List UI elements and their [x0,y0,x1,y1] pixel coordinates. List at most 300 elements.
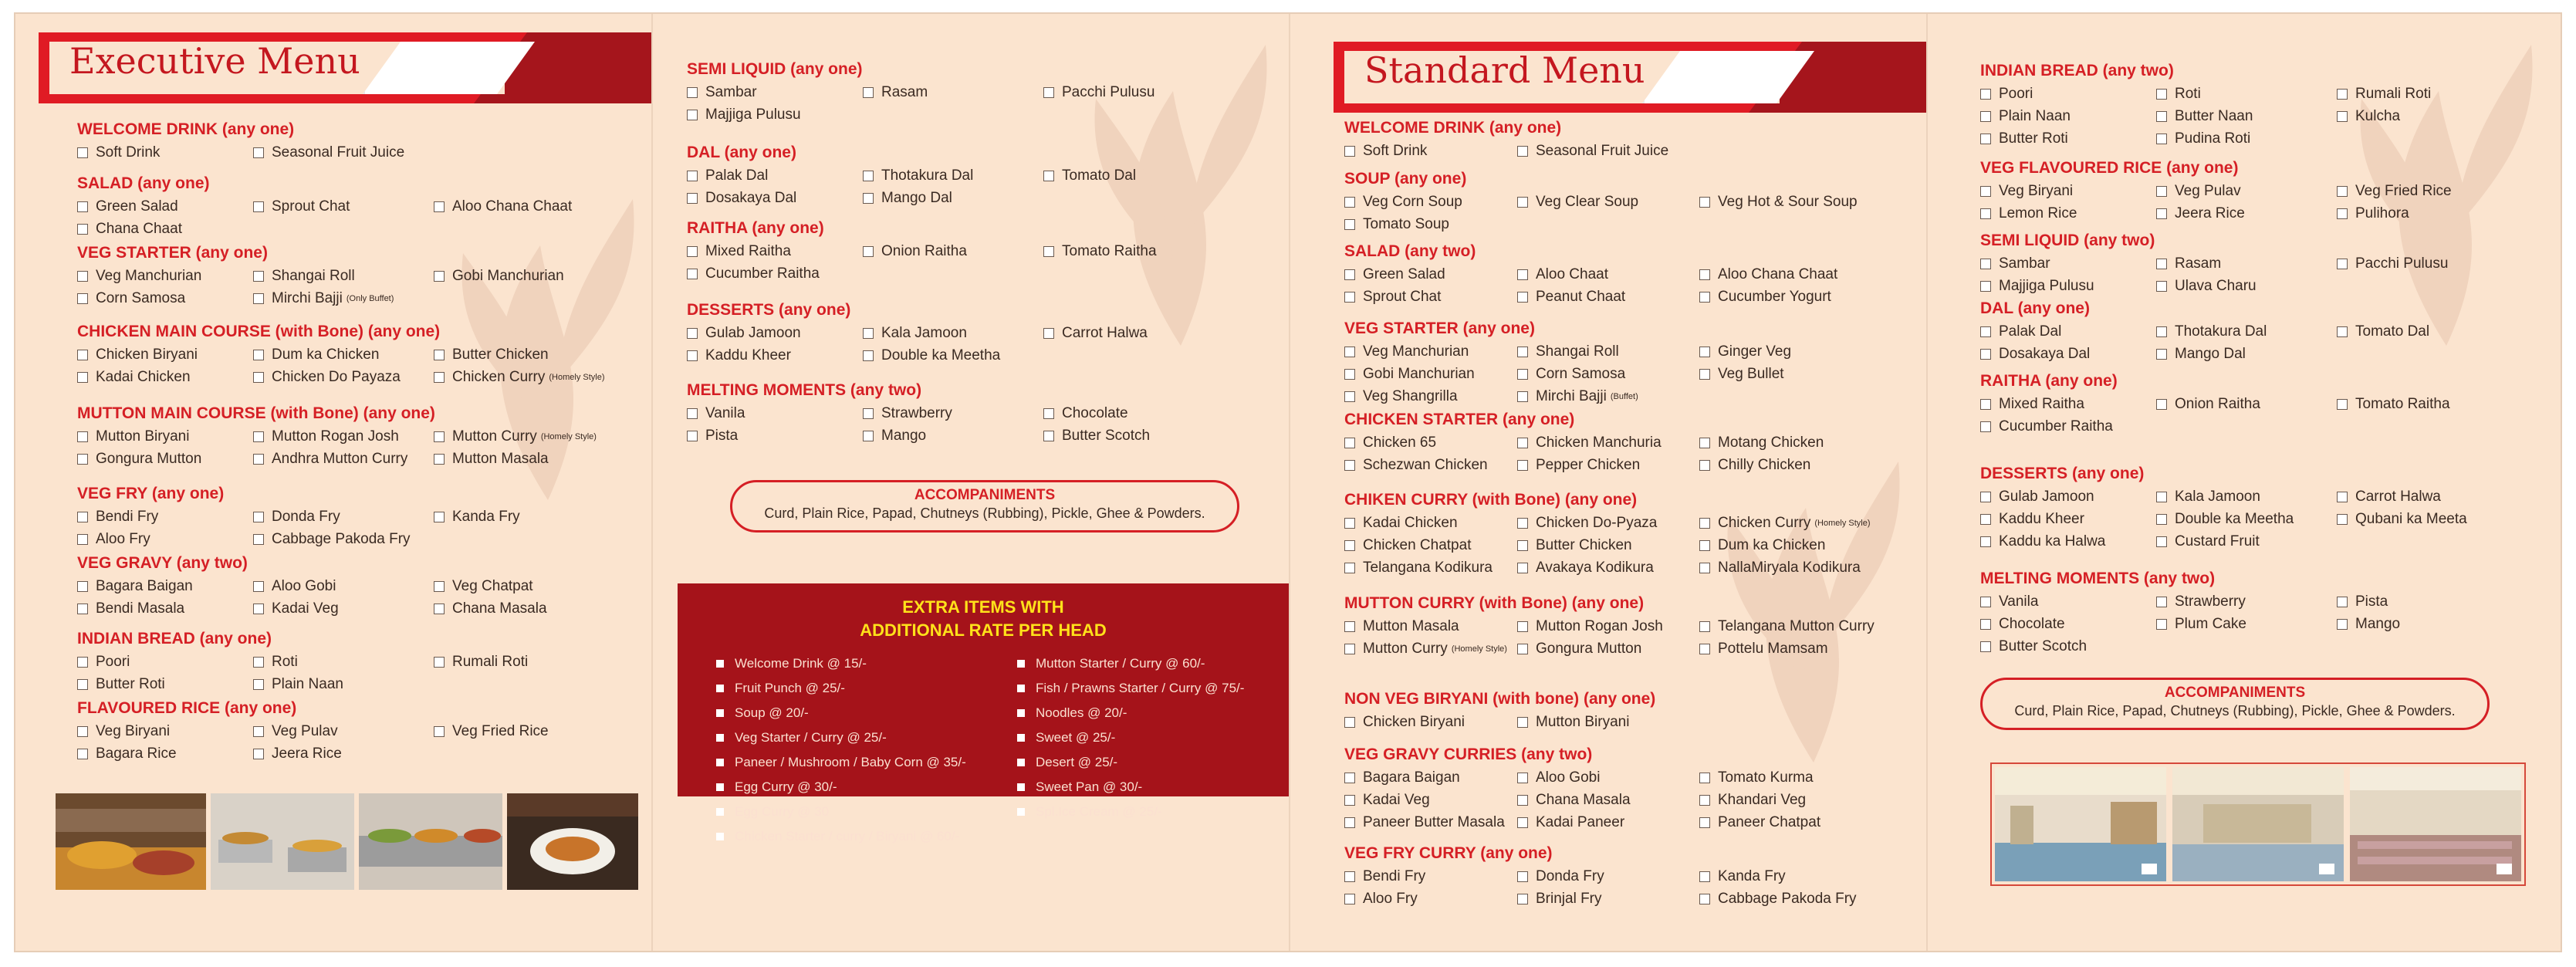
menu-item[interactable] [1980,591,2156,612]
menu-item[interactable] [687,323,863,343]
menu-item[interactable] [77,344,253,365]
checkbox-icon[interactable] [1517,621,1528,632]
checkbox-icon[interactable] [1699,817,1710,828]
menu-item[interactable] [687,403,863,424]
menu-item[interactable] [1043,165,1244,186]
checkbox-icon[interactable] [77,201,88,212]
checkbox-icon[interactable] [2156,597,2167,607]
menu-item[interactable] [1344,455,1517,475]
menu-item[interactable] [77,288,253,309]
checkbox-icon[interactable] [1344,518,1355,529]
checkbox-icon[interactable] [863,193,874,204]
menu-item[interactable] [434,426,634,447]
menu-item[interactable] [253,367,434,387]
menu-item[interactable] [2156,203,2337,224]
checkbox-icon[interactable] [77,224,88,235]
menu-item[interactable] [1699,363,1900,384]
checkbox-icon[interactable] [687,408,698,419]
checkbox-icon[interactable] [1344,219,1355,230]
menu-item[interactable] [1980,128,2156,149]
menu-item[interactable] [2156,509,2337,529]
menu-item[interactable] [1344,866,1517,887]
menu-item[interactable] [2337,486,2537,507]
checkbox-icon[interactable] [1344,438,1355,448]
menu-item[interactable] [253,598,434,619]
checkbox-icon[interactable] [1344,146,1355,157]
menu-item[interactable] [2337,181,2537,201]
checkbox-icon[interactable] [687,350,698,361]
menu-item[interactable] [1344,191,1517,212]
menu-item[interactable] [863,241,1043,262]
checkbox-icon[interactable] [253,657,264,668]
menu-item[interactable] [1517,712,1699,732]
checkbox-icon[interactable] [1344,540,1355,551]
menu-item[interactable] [2156,83,2337,104]
menu-item[interactable] [1043,323,1244,343]
menu-item[interactable] [863,425,1043,446]
menu-item[interactable] [1980,106,2156,127]
menu-item[interactable] [1980,509,2156,529]
checkbox-icon[interactable] [77,350,88,360]
checkbox-icon[interactable] [863,328,874,339]
menu-item[interactable] [434,651,634,672]
checkbox-icon[interactable] [77,726,88,737]
menu-item[interactable] [1517,789,1699,810]
checkbox-icon[interactable] [253,293,264,304]
checkbox-icon[interactable] [77,147,88,158]
menu-item[interactable] [1344,341,1517,362]
menu-item[interactable] [1980,203,2156,224]
checkbox-icon[interactable] [863,408,874,419]
checkbox-icon[interactable] [434,657,445,668]
menu-item[interactable] [1517,888,1699,909]
menu-item[interactable] [1344,712,1517,732]
checkbox-icon[interactable] [1517,391,1528,402]
checkbox-icon[interactable] [2156,619,2167,630]
checkbox-icon[interactable] [1517,292,1528,303]
checkbox-icon[interactable] [1344,621,1355,632]
menu-item[interactable] [77,743,253,764]
checkbox-icon[interactable] [2337,89,2348,100]
menu-item[interactable] [1980,253,2156,274]
checkbox-icon[interactable] [1344,369,1355,380]
checkbox-icon[interactable] [434,271,445,282]
menu-item[interactable] [253,721,434,742]
checkbox-icon[interactable] [1517,269,1528,280]
menu-item[interactable] [1980,636,2156,657]
menu-item[interactable] [1344,140,1517,161]
menu-item[interactable] [1344,789,1517,810]
menu-item[interactable] [434,448,634,469]
checkbox-icon[interactable] [1344,391,1355,402]
menu-item[interactable] [2337,106,2537,127]
menu-item[interactable] [253,651,434,672]
checkbox-icon[interactable] [1980,134,1991,144]
menu-item[interactable] [1344,557,1517,578]
checkbox-icon[interactable] [2156,134,2167,144]
checkbox-icon[interactable] [1980,259,1991,269]
checkbox-icon[interactable] [2156,208,2167,219]
menu-item[interactable] [434,576,634,597]
checkbox-icon[interactable] [253,679,264,690]
checkbox-icon[interactable] [1517,347,1528,357]
checkbox-icon[interactable] [77,657,88,668]
checkbox-icon[interactable] [2337,619,2348,630]
menu-item[interactable] [2156,531,2337,552]
checkbox-icon[interactable] [2156,536,2167,547]
checkbox-icon[interactable] [1980,89,1991,100]
checkbox-icon[interactable] [687,87,698,98]
menu-item[interactable] [1517,866,1699,887]
checkbox-icon[interactable] [2156,349,2167,360]
menu-item[interactable] [2156,591,2337,612]
menu-item[interactable] [687,241,863,262]
checkbox-icon[interactable] [1344,347,1355,357]
menu-item[interactable] [1517,557,1699,578]
menu-item[interactable] [1980,394,2156,414]
checkbox-icon[interactable] [1699,347,1710,357]
menu-item[interactable] [1699,455,1900,475]
menu-item[interactable] [1699,264,1900,285]
checkbox-icon[interactable] [1517,197,1528,208]
menu-item[interactable] [1699,512,1900,533]
menu-item[interactable] [253,142,434,163]
menu-item[interactable] [253,743,434,764]
menu-item[interactable] [1699,286,1900,307]
checkbox-icon[interactable] [1344,871,1355,882]
menu-item[interactable] [1043,425,1244,446]
menu-item[interactable] [687,263,863,284]
menu-item[interactable] [1980,83,2156,104]
checkbox-icon[interactable] [253,147,264,158]
menu-item[interactable] [434,367,634,387]
menu-item[interactable] [434,721,634,742]
checkbox-icon[interactable] [253,271,264,282]
checkbox-icon[interactable] [1699,269,1710,280]
checkbox-icon[interactable] [77,534,88,545]
menu-item[interactable] [1344,432,1517,453]
checkbox-icon[interactable] [77,293,88,304]
menu-item[interactable] [863,323,1043,343]
checkbox-icon[interactable] [77,454,88,465]
checkbox-icon[interactable] [1980,281,1991,292]
menu-item[interactable] [77,506,253,527]
menu-item[interactable] [687,165,863,186]
checkbox-icon[interactable] [434,372,445,383]
checkbox-icon[interactable] [2337,399,2348,410]
menu-item[interactable] [1517,341,1699,362]
checkbox-icon[interactable] [1517,460,1528,471]
menu-item[interactable] [1699,432,1900,453]
checkbox-icon[interactable] [1980,349,1991,360]
checkbox-icon[interactable] [1980,514,1991,525]
menu-item[interactable] [2156,394,2337,414]
menu-item[interactable] [77,448,253,469]
checkbox-icon[interactable] [1980,597,1991,607]
menu-item[interactable] [1699,557,1900,578]
checkbox-icon[interactable] [1699,369,1710,380]
checkbox-icon[interactable] [434,604,445,614]
checkbox-icon[interactable] [253,512,264,522]
menu-item[interactable] [77,218,253,239]
checkbox-icon[interactable] [863,431,874,441]
menu-item[interactable] [1699,191,1900,212]
checkbox-icon[interactable] [253,372,264,383]
menu-item[interactable] [77,367,253,387]
checkbox-icon[interactable] [77,604,88,614]
checkbox-icon[interactable] [1699,644,1710,654]
menu-item[interactable] [863,82,1043,103]
menu-item[interactable] [77,426,253,447]
checkbox-icon[interactable] [253,201,264,212]
menu-item[interactable] [2156,181,2337,201]
checkbox-icon[interactable] [253,431,264,442]
checkbox-icon[interactable] [253,350,264,360]
menu-item[interactable] [1517,767,1699,788]
menu-item[interactable] [1980,531,2156,552]
menu-item[interactable] [863,188,1043,208]
menu-item[interactable] [863,403,1043,424]
checkbox-icon[interactable] [253,454,264,465]
checkbox-icon[interactable] [2337,259,2348,269]
menu-item[interactable] [1344,767,1517,788]
checkbox-icon[interactable] [1344,269,1355,280]
menu-item[interactable] [77,142,253,163]
checkbox-icon[interactable] [687,269,698,279]
menu-item[interactable] [1517,140,1699,161]
menu-item[interactable] [253,529,434,549]
menu-item[interactable] [863,345,1043,366]
menu-item[interactable] [1699,638,1900,659]
checkbox-icon[interactable] [687,246,698,257]
checkbox-icon[interactable] [77,431,88,442]
checkbox-icon[interactable] [1980,492,1991,502]
checkbox-icon[interactable] [434,581,445,592]
checkbox-icon[interactable] [2156,186,2167,197]
checkbox-icon[interactable] [253,604,264,614]
checkbox-icon[interactable] [1344,563,1355,573]
checkbox-icon[interactable] [1699,894,1710,904]
menu-item[interactable] [1517,512,1699,533]
checkbox-icon[interactable] [863,246,874,257]
checkbox-icon[interactable] [1517,146,1528,157]
menu-item[interactable] [1517,432,1699,453]
menu-item[interactable] [1699,767,1900,788]
checkbox-icon[interactable] [1517,644,1528,654]
menu-item[interactable] [77,674,253,695]
menu-item[interactable] [1344,812,1517,833]
checkbox-icon[interactable] [863,171,874,181]
checkbox-icon[interactable] [1699,292,1710,303]
menu-item[interactable] [2337,394,2537,414]
menu-item[interactable] [1344,512,1517,533]
checkbox-icon[interactable] [1517,795,1528,806]
checkbox-icon[interactable] [1043,171,1054,181]
checkbox-icon[interactable] [2337,492,2348,502]
checkbox-icon[interactable] [253,726,264,737]
menu-item[interactable] [434,196,634,217]
menu-item[interactable] [687,425,863,446]
checkbox-icon[interactable] [77,271,88,282]
checkbox-icon[interactable] [1043,87,1054,98]
checkbox-icon[interactable] [2156,514,2167,525]
checkbox-icon[interactable] [1517,438,1528,448]
checkbox-icon[interactable] [2156,326,2167,337]
menu-item[interactable] [1980,343,2156,364]
checkbox-icon[interactable] [1699,460,1710,471]
menu-item[interactable] [1699,535,1900,556]
menu-item[interactable] [1699,888,1900,909]
checkbox-icon[interactable] [1980,619,1991,630]
checkbox-icon[interactable] [1043,408,1054,419]
checkbox-icon[interactable] [1344,644,1355,654]
menu-item[interactable] [2337,591,2537,612]
checkbox-icon[interactable] [1517,717,1528,728]
menu-item[interactable] [1699,812,1900,833]
menu-item[interactable] [863,165,1043,186]
menu-item[interactable] [687,104,863,125]
menu-item[interactable] [2156,343,2337,364]
checkbox-icon[interactable] [2156,111,2167,122]
menu-item[interactable] [2156,253,2337,274]
checkbox-icon[interactable] [1699,518,1710,529]
checkbox-icon[interactable] [253,581,264,592]
checkbox-icon[interactable] [1344,795,1355,806]
checkbox-icon[interactable] [1517,773,1528,783]
menu-item[interactable] [1517,638,1699,659]
menu-item[interactable] [434,265,634,286]
menu-item[interactable] [1043,241,1244,262]
menu-item[interactable] [1344,264,1517,285]
checkbox-icon[interactable] [2156,89,2167,100]
menu-item[interactable] [253,576,434,597]
checkbox-icon[interactable] [2337,111,2348,122]
checkbox-icon[interactable] [687,328,698,339]
checkbox-icon[interactable] [1699,773,1710,783]
menu-item[interactable] [1043,403,1244,424]
menu-item[interactable] [1699,341,1900,362]
menu-item[interactable] [77,598,253,619]
checkbox-icon[interactable] [1043,328,1054,339]
checkbox-icon[interactable] [2337,208,2348,219]
menu-item[interactable] [434,344,634,365]
checkbox-icon[interactable] [2337,597,2348,607]
checkbox-icon[interactable] [1344,717,1355,728]
menu-item[interactable] [1517,286,1699,307]
checkbox-icon[interactable] [863,87,874,98]
checkbox-icon[interactable] [1699,621,1710,632]
menu-item[interactable] [1517,191,1699,212]
menu-item[interactable] [1980,416,2156,437]
menu-item[interactable] [1043,82,1244,103]
checkbox-icon[interactable] [1344,197,1355,208]
checkbox-icon[interactable] [1344,894,1355,904]
checkbox-icon[interactable] [1699,197,1710,208]
menu-item[interactable] [2156,276,2337,296]
checkbox-icon[interactable] [434,726,445,737]
checkbox-icon[interactable] [1517,894,1528,904]
checkbox-icon[interactable] [434,350,445,360]
menu-item[interactable] [687,345,863,366]
menu-item[interactable] [1980,486,2156,507]
menu-item[interactable] [1344,214,1517,235]
checkbox-icon[interactable] [1980,399,1991,410]
checkbox-icon[interactable] [687,431,698,441]
checkbox-icon[interactable] [2156,399,2167,410]
menu-item[interactable] [687,82,863,103]
menu-item[interactable] [253,288,434,309]
checkbox-icon[interactable] [434,512,445,522]
checkbox-icon[interactable] [863,350,874,361]
menu-item[interactable] [253,344,434,365]
checkbox-icon[interactable] [2337,186,2348,197]
checkbox-icon[interactable] [1517,871,1528,882]
menu-item[interactable] [2156,321,2337,342]
menu-item[interactable] [1344,888,1517,909]
checkbox-icon[interactable] [77,749,88,759]
checkbox-icon[interactable] [687,193,698,204]
menu-item[interactable] [253,426,434,447]
checkbox-icon[interactable] [1344,817,1355,828]
menu-item[interactable] [434,506,634,527]
checkbox-icon[interactable] [1344,460,1355,471]
menu-item[interactable] [253,196,434,217]
checkbox-icon[interactable] [434,454,445,465]
menu-item[interactable] [1980,276,2156,296]
menu-item[interactable] [77,651,253,672]
checkbox-icon[interactable] [1517,518,1528,529]
checkbox-icon[interactable] [687,110,698,120]
menu-item[interactable] [2337,509,2537,529]
menu-item[interactable] [77,576,253,597]
checkbox-icon[interactable] [1980,536,1991,547]
checkbox-icon[interactable] [1980,421,1991,432]
menu-item[interactable] [2337,321,2537,342]
menu-item[interactable] [434,598,634,619]
menu-item[interactable] [77,265,253,286]
menu-item[interactable] [1517,616,1699,637]
checkbox-icon[interactable] [434,431,445,442]
menu-item[interactable] [2337,83,2537,104]
menu-item[interactable] [77,721,253,742]
menu-item[interactable] [2337,614,2537,634]
menu-item[interactable] [2156,486,2337,507]
checkbox-icon[interactable] [253,534,264,545]
menu-item[interactable] [253,506,434,527]
checkbox-icon[interactable] [77,679,88,690]
checkbox-icon[interactable] [253,749,264,759]
menu-item[interactable] [1699,789,1900,810]
menu-item[interactable] [1699,866,1900,887]
menu-item[interactable] [253,448,434,469]
menu-item[interactable] [1344,535,1517,556]
menu-item[interactable] [77,529,253,549]
menu-item[interactable] [253,265,434,286]
menu-item[interactable] [1344,616,1517,637]
menu-item[interactable] [1980,181,2156,201]
menu-item[interactable] [1517,812,1699,833]
menu-item[interactable] [1517,535,1699,556]
checkbox-icon[interactable] [77,581,88,592]
menu-item[interactable] [1344,386,1517,407]
menu-item[interactable] [1699,616,1900,637]
checkbox-icon[interactable] [77,512,88,522]
menu-item[interactable] [1517,455,1699,475]
checkbox-icon[interactable] [2337,514,2348,525]
menu-item[interactable] [1980,614,2156,634]
menu-item[interactable] [77,196,253,217]
checkbox-icon[interactable] [1043,431,1054,441]
